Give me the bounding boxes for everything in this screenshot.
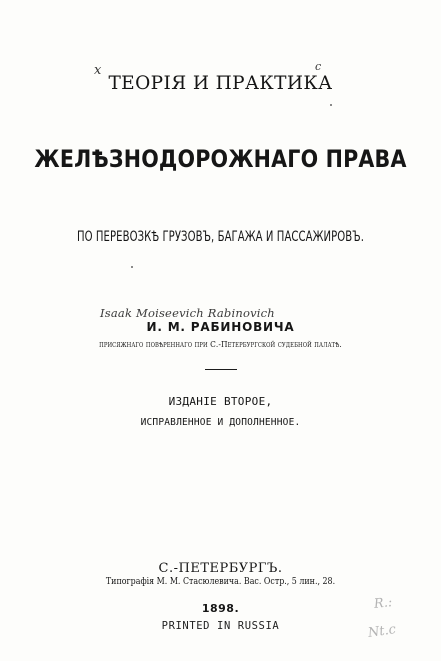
edition-line-1: ИЗДАНІЕ ВТОРОЕ, (168, 395, 273, 408)
title-line-2: ЖЕЛѢЗНОДОРОЖНАГО ПРАВА (34, 145, 407, 173)
title-line-1: ТЕОРІЯ И ПРАКТИКА (108, 73, 333, 94)
edition-line-2: ИСПРАВЛЕННОЕ И ДОПОЛНЕННОЕ. (140, 417, 301, 428)
print-speck (330, 104, 332, 106)
author-name: И. М. РАБИНОВИЧА (146, 320, 295, 334)
printed-in-stamp: PRINTED IN RUSSIA (161, 620, 280, 632)
margin-mark-c: c (315, 60, 322, 73)
print-speck (131, 266, 133, 268)
publication-city: С.-ПЕТЕРБУРГЪ. (158, 561, 283, 576)
subtitle: ПО ПЕРЕВОЗКѢ ГРУЗОВЪ, БАГАЖА И ПАССАЖИРОВЪ. (76, 229, 365, 245)
author-description: присяжнаго повѣреннаго при С.-Петербургской судебной палатѣ. (99, 340, 342, 350)
handwritten-author-name: Isaak Moiseevich Rabinovich (100, 306, 275, 320)
margin-mark-x: x (94, 63, 102, 78)
printer-imprint: Типографія М. М. Стасюлевича. Вас. Остр., 5 лин., 28. (105, 577, 336, 587)
publication-year: 1898. (201, 602, 240, 615)
pencil-note-2: Nt.c (367, 622, 397, 641)
divider-rule (205, 369, 237, 370)
pencil-note-1: R.: (373, 595, 394, 612)
